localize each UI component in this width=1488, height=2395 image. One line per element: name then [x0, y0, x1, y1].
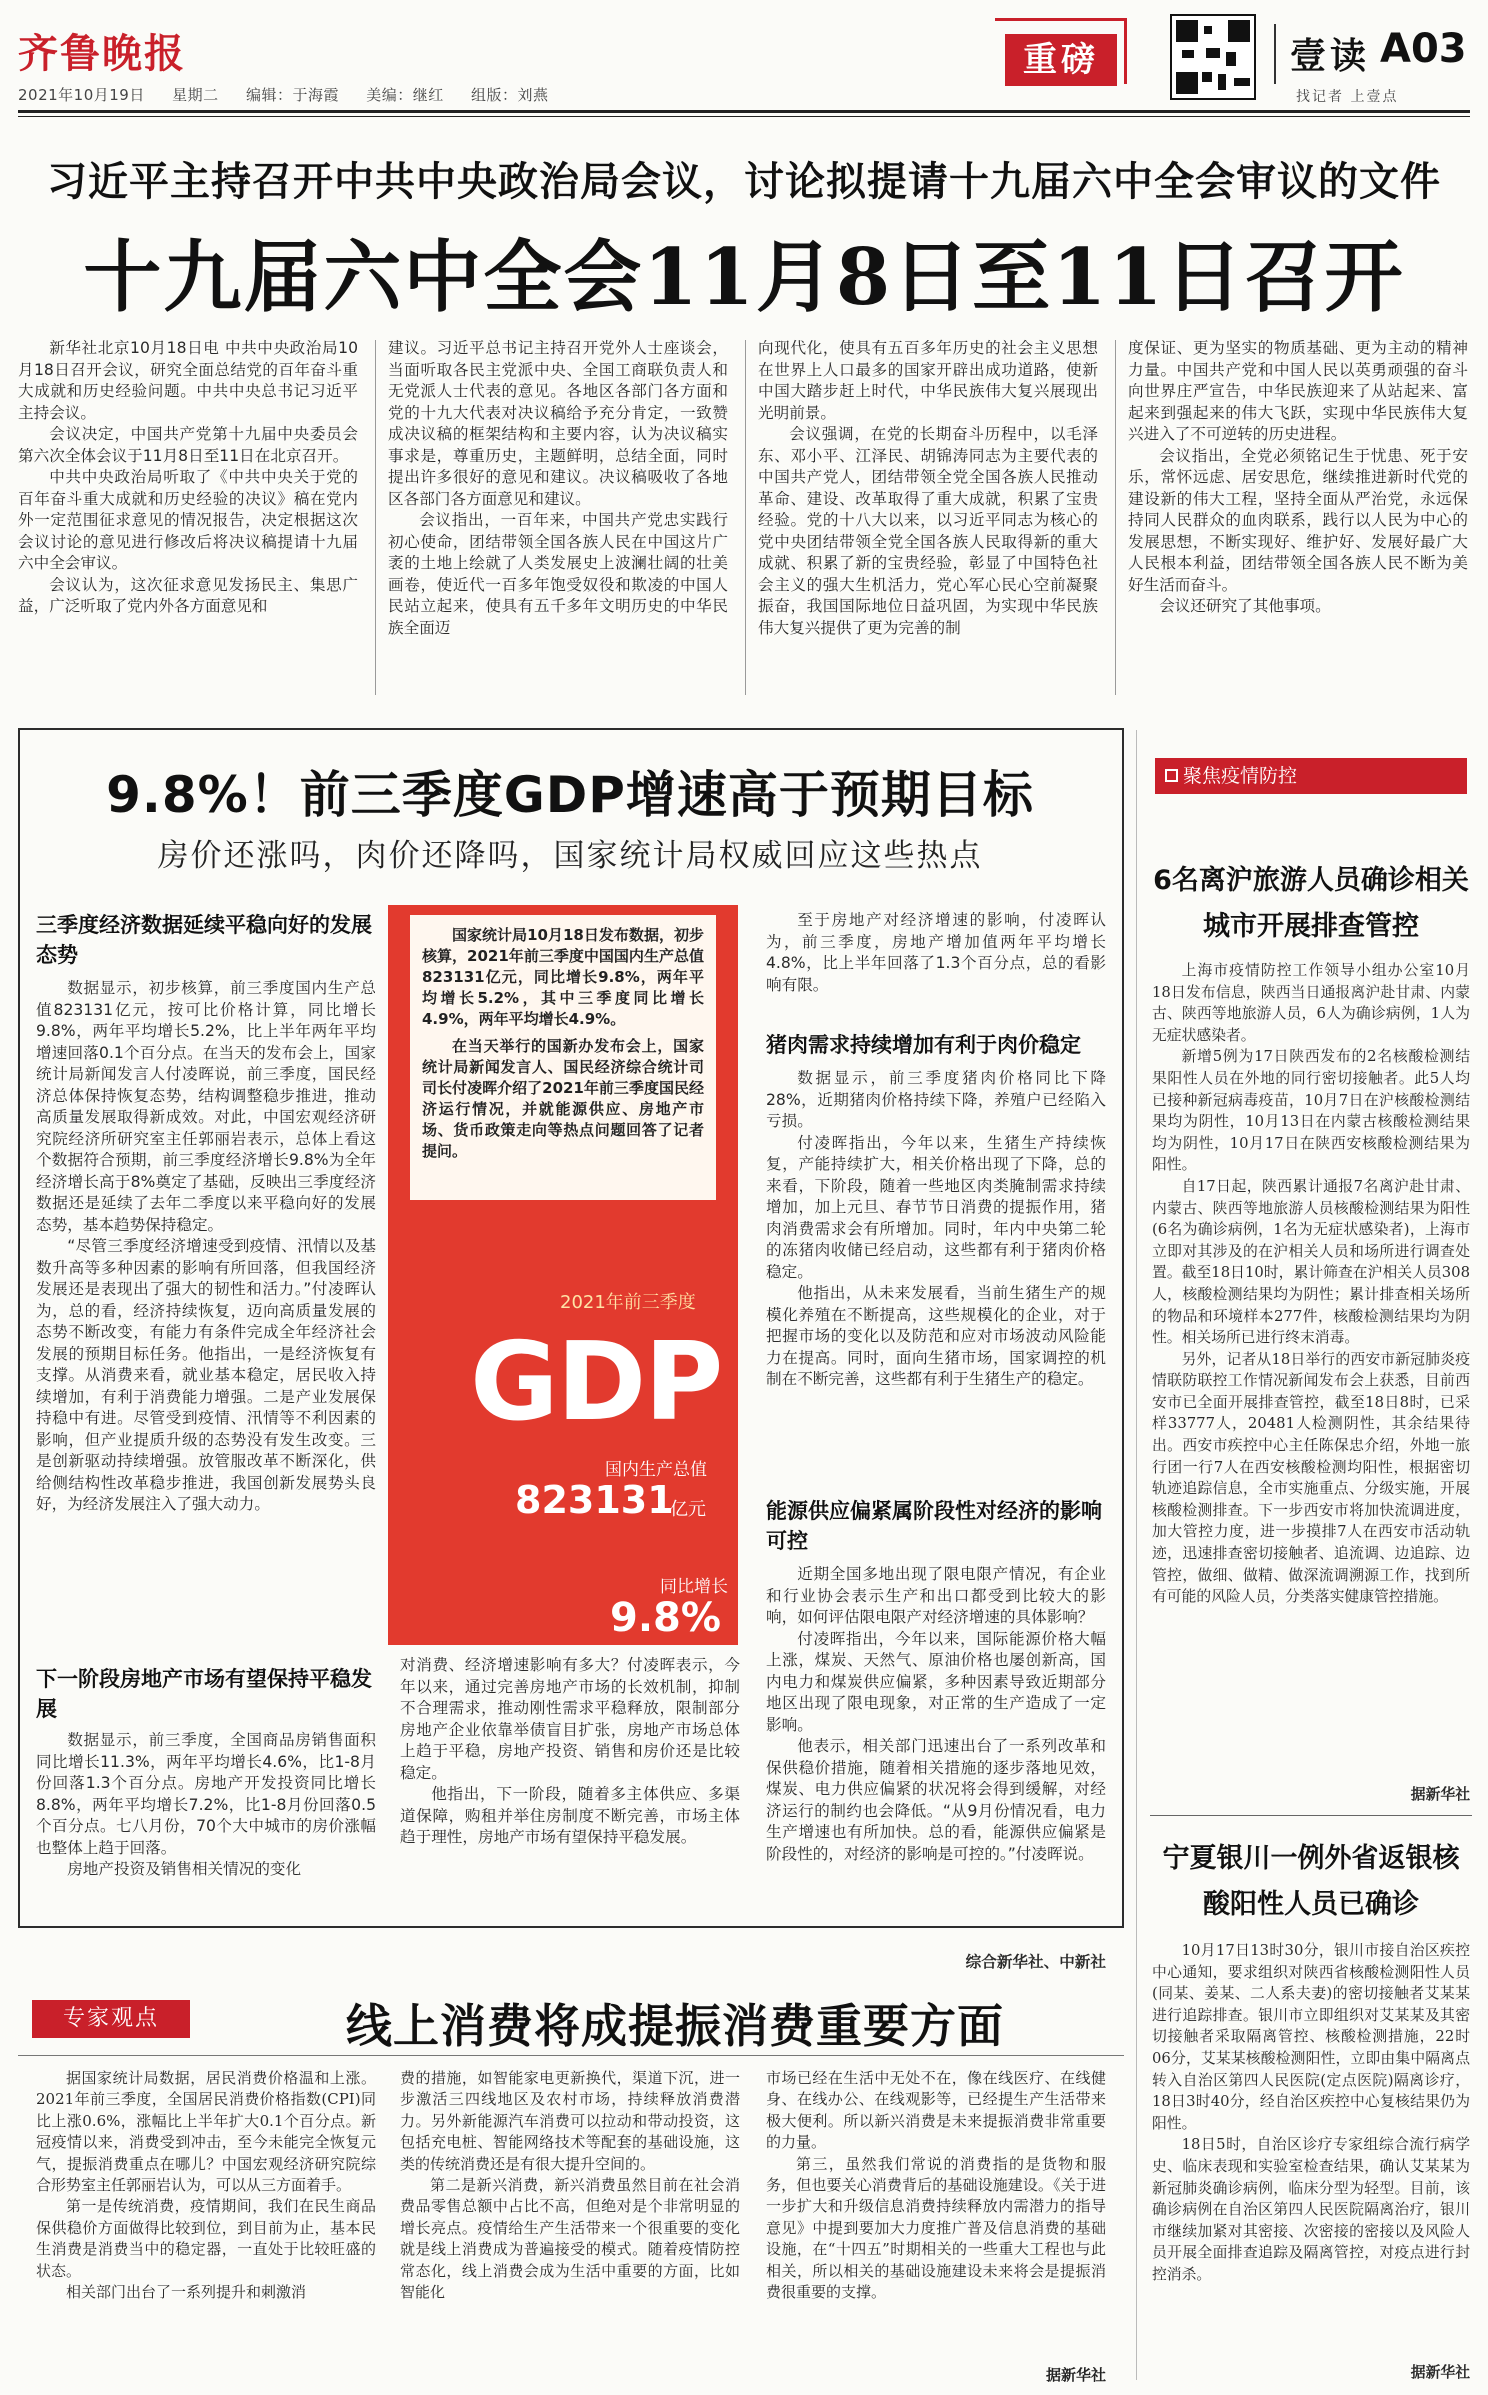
lead-kicker: 习近平主持召开中共中央政治局会议，讨论拟提请十九届六中全会审议的文件 — [47, 159, 1441, 205]
paragraph: 会议强调，在党的长期奋斗历程中，以毛泽东、邓小平、江泽民、胡锦涛同志为主要代表的中国共产党人，团结带领全党全国各族人民推动革命、建设、改革取得了重大成就，积累了宝贵经验。党的十八大以来，以习近平同志为核心的党中央团结带领全党全国各族人民取得新的重大成就、积累了新的宝贵经验，彰显了中国特色社会主义的强大生机活力，党心军心民心空前凝聚振奋，我国国际地位日益巩固，为实现中华民族伟大复兴提供了更为完善的制 — [758, 425, 1098, 637]
paragraph: “尽管三季度经济增速受到疫情、汛情以及基数升高等多种因素的影响有所回落，但我国经济发展还是表现出了强大的韧性和活力。”付凌晖认为，总的看，经济持续恢复，迈向高质量发展的态势不断改变，有能力有条件完成全年经济社会发展的预期目标任务。他指出，一是经济恢复有支撑。从消费来看，就业基本稳定，居民收入持续增加，有利于消费能力增强。二是产业发展保持稳中有进。尽管受到疫情、汛情等不利因素的影响，但产业提质升级的态势没有发生改变。三是创新驱动持续增强。放管服改革不断深化，供给侧结构性改革稳步推进，我国创新发展势头良好，为经济发展注入了强大动力。 — [36, 1237, 376, 1513]
gdp-subheadline: 房价还涨吗，肉价还降吗，国家统计局权威回应这些热点 — [157, 838, 983, 874]
paragraph: 会议认为，这次征求意见发扬民主、集思广益，广泛听取了党内外各方面意见和 — [18, 575, 358, 615]
paragraph: 相关部门出台了一系列提升和刺激消 — [66, 2283, 307, 2302]
paragraph: 18日5时，自治区诊疗专家组综合流行病学史、临床表现和实验室检查结果，确认艾某某为新冠肺炎确诊病例，临床分型为轻型。目前，该确诊病例在自治区第四人民医院隔离治疗，银川市继续加紧对其密接、次密接的密接以及风险人员开展全面排查追踪及隔离管控，对疫点进行封控消杀。 — [1152, 2136, 1470, 2283]
infographic-unit: 亿元 — [670, 1499, 706, 1520]
story-divider — [1150, 1815, 1472, 1816]
expert-column-1 — [36, 2068, 376, 2388]
issue-date: 2021年10月19日 — [18, 86, 145, 104]
section-heading: 猪肉需求持续增加有利于肉价稳定 — [766, 1033, 1081, 1057]
paragraph: 他表示，相关部门迅速出台了一系列改革和保供稳价措施，随着相关措施的逐步落地见效，煤炭、电力供应偏紧的状况将会得到缓解，对经济运行的制约也会降低。“从9月份情况看，电力生产增速也有所加快。总的看，能源供应偏紧是阶段性的，对经济的影响是可控的。”付凌晖说。 — [766, 1737, 1106, 1863]
right-credit-2: 据新华社 — [1410, 2364, 1470, 2381]
right-story-1 — [1152, 960, 1470, 1780]
right-credit-1: 据新华社 — [1410, 1786, 1470, 1803]
section-heading: 三季度经济数据延续平稳向好的发展态势 — [36, 913, 372, 967]
column-divider — [1115, 340, 1116, 695]
reporter-slogan: 找记者 上壹点 — [1296, 89, 1399, 105]
paragraph: 建议。习近平总书记主持召开党外人士座谈会，当面听取各民主党派中央、全国工商联负责人和无党派人士代表的意见。各地区各部门各方面和党的十九大代表对决议稿给予充分肯定，一致赞成决议稿的框架结构和主要内容，认为决议稿实事求是，尊重历史，主题鲜明，总结全面，同时提出许多很好的意见和建议。决议稿吸收了各地区各部门各方面意见和建议。 — [388, 339, 728, 508]
infographic-year: 2021年前三季度 — [560, 1292, 696, 1313]
expert-column-2 — [400, 2068, 740, 2388]
tag-square-icon — [1165, 769, 1178, 782]
section-body — [766, 1068, 1106, 1484]
section-body — [36, 978, 376, 1658]
paragraph: 近期全国多地出现了限电限产情况，有企业和行业协会表示生产和出口都受到比较大的影响，如何评估限电限产对经济增速的具体影响？ — [766, 1565, 1106, 1626]
paragraph: 他指出，下一阶段，随着多主体供应、多渠道保障，购租并举住房制度不断完善，市场主体趋于理性，房地产市场有望保持平稳发展。 — [400, 1785, 740, 1846]
editor-credit: 编辑：于海霞 — [245, 86, 339, 104]
paragraph: 另外，记者从18日举行的西安市新冠肺炎疫情联防联控工作情况新闻发布会上获悉，目前西安市已全面开展排查管控，截至18日8时，已采样33777人，20481人检测阴性，其余结果待出。西安市疾控中心主任陈保忠介绍，外地一旅行团一行7人在西安核酸检测均阳性，根据密切轨迹追踪信息，全市实施重点、分级实施，开展核酸检测排查。下一步西安市将加快流调进度，加大管控力度，进一步摸排7人在西安市活动轨迹，迅速排查密切接触者、追流调、边追踪、边管控，做细、做精、做深流调溯源工作，找到所有可能的风险人员，分类落实健康管控措施。 — [1152, 1350, 1470, 1606]
paragraph: 在当天举行的国新办发布会上，国家统计局新闻发言人、国民经济综合统计司司长付凌晖介绍了2021年前三季度国民经济运行情况，并就能源供应、房地产市场、货币政策走向等热点问题回答了记者提问。 — [422, 1037, 704, 1160]
paragraph: 向现代化，使具有五百多年历史的社会主义思想在世界上人口最多的国家开辟出成功道路，使新中国大踏步赶上时代，中华民族伟大复兴展现出光明前景。 — [758, 339, 1098, 422]
masthead-divider — [1274, 24, 1276, 84]
infographic-growth: 9.8% — [610, 1595, 721, 1641]
art-credit: 美编：继红 — [366, 86, 444, 104]
lead-column-4 — [1128, 338, 1468, 698]
paragraph: 第三，虽然我们常说的消费指的是货物和服务，但也要关心消费背后的基础设施建设。《关于进一步扩大和升级信息消费持续释放内需潜力的指导意见》中提到要加大力度推广普及信息消费的基础设施，在“十四五”时期相关的一些重大工程也与此相关，所以相关的基础设施建设未来将会是提振消费很重要的支撑。 — [766, 2154, 1106, 2302]
expert-rule — [18, 2055, 1124, 2056]
gdp-middle-continued — [400, 1655, 740, 1920]
paragraph: 国家统计局10月18日发布数据，初步核算，2021年前三季度中国国内生产总值823131亿元，同比增长9.8%，两年平均增长5.2%，其中三季度同比增长4.9%，两年平均增长4.9%。 — [422, 926, 704, 1028]
paragraph: 至于房地产对经济增速的影响，付凌晖认为，前三季度，房地产增加值两年平均增长4.8%，比上半年回落了1.3个百分点，总的看影响有限。 — [766, 911, 1106, 994]
paragraph: 第一是传统消费，疫情期间，我们在民生商品保供稳价方面做得比较到位，到目前为止，基本民生消费是消费当中的稳定器，一直处于比较旺盛的状态。 — [36, 2197, 376, 2280]
right-headline-1: 6名离沪旅游人员确诊相关城市开展排查管控 — [1153, 865, 1469, 942]
gdp-headline: 9.8%！前三季度GDP增速高于预期目标 — [106, 766, 1034, 824]
paragraph: 会议还研究了其他事项。 — [1159, 597, 1331, 615]
paragraph: 会议决定，中国共产党第十九届中央委员会第六次全体会议于11月8日至11日在北京召开。 — [18, 425, 358, 465]
right-headline-2: 宁夏银川一例外省返银核酸阳性人员已确诊 — [1162, 1843, 1460, 1920]
paragraph: 新华社北京10月18日电 中共中央政治局10月18日召开会议，研究全面总结党的百年奋斗重大成就和历史经验问题。中共中央总书记习近平主持会议。 — [18, 339, 358, 422]
expert-credit: 据新华社 — [1045, 2366, 1106, 2384]
paragraph: 会议指出，全党必须铭记生于忧患、死于安乐，常怀远虑、居安思危，继续推进新时代党的建设新的伟大工程，坚持全面从严治党，永远保持同人民群众的血肉联系，践行以人民为中心的发展思想，不断实现好、维护好、发展好最广大人民根本利益，团结带领全国各族人民不断为美好生活而奋斗。 — [1128, 446, 1468, 594]
paragraph: 数据显示，初步核算，前三季度国内生产总值823131亿元，按可比价格计算，同比增长9.8%，两年平均增长5.2%，比上半年两年平均增速回落0.1个百分点。在当天的发布会上，国家统计局新闻发言人付凌晖说，前三季度，国民经济总体保持恢复态势，结构调整稳步推进，推动高质量发展取得新成效。对此，中国宏观经济研究院经济所研究室主任郭丽岩表示，总体上看这个数据符合预期，前三季度经济增长9.8%为全年经济增长高于8%奠定了基础，反映出三季度经济数据还是延续了去年二季度以来平稳向好的发展态势，基本趋势保持稳定。 — [36, 979, 376, 1234]
infographic-label: 国内生产总值 — [605, 1460, 707, 1480]
infographic-label: 同比增长 — [660, 1577, 728, 1597]
newspaper-logo: 齐鲁晚报 — [18, 30, 186, 77]
paragraph: 自17日起，陕西累计通报7名离沪赴甘肃、内蒙古、陕西等地旅游人员核酸检测结果为阳性(6名为确诊病例，1名为无症状感染者)，上海市立即对其涉及的在沪相关人员和场所进行调查处置。截至18日10时，累计筛查在沪相关人员308人，核酸检测结果均为阴性；累计排查相关场所的物品和环境样本277件，核酸检测结果均为阴性。相关场所已进行终末消毒。 — [1152, 1177, 1470, 1347]
gdp-left-column — [36, 910, 376, 1926]
paragraph: 会议指出，一百年来，中国共产党忠实践行初心使命，团结带领全国各族人民在中国这片广袤的土地上绘就了人类发展史上波澜壮阔的壮美画卷，使近代一百多年饱受奴役和欺凌的中国人民站立起来，使具有五千多年文明历史的中华民族全面迈 — [388, 511, 728, 637]
paragraph: 度保证、更为坚实的物质基础、更为主动的精神力量。中国共产党和中国人民以英勇顽强的奋斗向世界庄严宣告，中华民族迎来了从站起来、富起来到强起来的伟大飞跃，实现中华民族伟大复兴进入了不可逆转的历史进程。 — [1128, 339, 1468, 443]
topic-tag — [1155, 758, 1467, 794]
infographic-value: 823131 — [515, 1478, 674, 1522]
paragraph: 10月17日13时30分，银川市接自治区疾控中心通知，要求组织对陕西省核酸检测阳性人员(同某、姜某、二人系夫妻)的密切接触者艾某某进行追踪排查。银川市立即组织对艾某某及其密切接触者采取隔离管控、核酸检测措施，22时06分，艾某某核酸检测阳性，立即由集中隔离点转入自治区第四人民医院(定点医院)隔离诊疗，18日3时40分，经自治区疾控中心复核结果仍为阳性。 — [1152, 1942, 1470, 2132]
paragraph: 数据显示，前三季度猪肉价格同比下降28%，近期猪肉价格持续下降，养殖户已经陷入亏损。 — [766, 1069, 1106, 1130]
section-heading: 下一阶段房地产市场有望保持平稳发展 — [36, 1667, 372, 1721]
issue-meta — [18, 84, 571, 105]
paragraph: 房地产投资及销售相关情况的变化 — [67, 1860, 302, 1878]
page-column-divider — [1136, 730, 1137, 2380]
paragraph: 对消费、经济增速影响有多大？付凌晖表示，今年以来，通过完善房地产市场的长效机制，抑制不合理需求，推动刚性需求平稳释放，限制部分房地产企业依靠举债盲目扩张，房地产市场总体上趋于平稳，房地产投资、销售和房价还是比较稳定。 — [400, 1656, 740, 1782]
lead-headline: 十九届六中全会11月8日至11日召开 — [83, 232, 1405, 323]
section-body — [766, 910, 1106, 1018]
paragraph: 数据显示，前三季度，全国商品房销售面积同比增长11.3%，两年平均增长4.6%，比1-8月份回落1.3个百分点。房地产开发投资同比增长8.8%，两年平均增长7.2%，比1-8月份回落0.5个百分点。七八月份，70个大中城市的房价涨幅也整体上趋于回落。 — [36, 1731, 376, 1857]
qr-code-icon[interactable] — [1170, 14, 1256, 100]
issue-weekday: 星期二 — [172, 86, 219, 104]
paragraph: 上海市疫情防控工作领导小组办公室10月18日发布信息，陕西当日通报离沪赴甘肃、内蒙古、陕西等地旅游人员，6人为确诊病例，1人为无症状感染者。 — [1152, 962, 1470, 1044]
gdp-right-column — [766, 910, 1106, 1974]
top-rule — [18, 110, 1470, 113]
paragraph: 付凌晖指出，今年以来，国际能源价格大幅上涨，煤炭、天然气、原油价格也屡创新高，国内电力和煤炭供应偏紧，多种因素导致近期部分地区出现了限电现象，对正常的生产造成了一定影响。 — [766, 1629, 1106, 1734]
right-story-2 — [1152, 1940, 1470, 2360]
column-divider — [375, 340, 376, 695]
expert-tag: 专家观点 — [32, 2000, 190, 2038]
top-rule-thin — [18, 116, 1470, 117]
lead-column-3 — [758, 338, 1098, 698]
paragraph: 付凌晖指出，今年以来，生猪生产持续恢复，产能持续扩大，相关价格出现了下降，总的来看，下阶段，随着一些地区肉类腌制需求持续增加，加上元旦、春节节日消费的提振作用，猪肉消费需求会有所增加。同时，年内中央第二轮的冻猪肉收储已经启动，这些都有利于猪肉价格稳定。 — [766, 1133, 1106, 1281]
section-body — [766, 1564, 1106, 1950]
infographic-gdp-text: GDP — [470, 1320, 722, 1445]
paragraph: 据国家统计局数据，居民消费价格温和上涨。2021年前三季度，全国居民消费价格指数(CPI)同比上涨0.6%，涨幅比上半年扩大0.1个百分点。新冠疫情以来，消费受到冲击，至今未能完全恢复元气，提振消费重点在哪儿？中国宏观经济研究院综合形势室主任郭丽岩认为，可以从三方面着手。 — [36, 2069, 376, 2195]
page-name: 壹读 — [1290, 36, 1371, 77]
paragraph: 市场已经在生活中无处不在，像在线医疗、在线健身、在线办公、在线观影等，已经提生产生活带来极大便利。所以新兴消费是未来提振消费非常重要的力量。 — [766, 2069, 1106, 2152]
paragraph: 他指出，从未来发展看，当前生猪生产的规模化养殖在不断提高，这些规模化的企业，对于把握市场的变化以及防范和应对市场波动风险能力在提高。同时，面向生猪市场，国家调控的机制在不断完善，这些都有利于生猪生产的稳定。 — [766, 1284, 1106, 1388]
topic-tag-label: 聚焦疫情防控 — [1183, 765, 1298, 787]
infographic-summary — [410, 915, 716, 1200]
paragraph: 费的措施，如智能家电更新换代，渠道下沉，进一步激活三四线地区及农村市场，持续释放消费潜力。另外新能源汽车消费可以拉动和带动投资，这包括充电桩、智能网络技术等配套的基础设施，这类的传统消费还是有很大提升空间的。 — [400, 2069, 740, 2173]
lead-column-1 — [18, 338, 358, 698]
section-heading: 能源供应偏紧属阶段性对经济的影响可控 — [766, 1499, 1102, 1553]
lead-column-2 — [388, 338, 728, 698]
layout-credit: 组版：刘燕 — [471, 86, 549, 104]
paragraph: 第二是新兴消费，新兴消费虽然目前在社会消费品零售总额中占比不高，但绝对是个非常明显的增长亮点。疫情给生产生活带来一个很重要的变化就是线上消费成为普遍接受的模式。随着疫情防控常态化，线上消费会成为生活中重要的方面，比如智能化 — [400, 2176, 740, 2302]
expert-column-3 — [766, 2068, 1106, 2364]
paragraph: 新增5例为17日陕西发布的2名核酸检测结果阳性人员在外地的同行密切接触者。此5人均已接种新冠病毒疫苗，10月7日在沪核酸检测结果均为阴性，10月13日在内蒙古核酸检测结果均为阴性，10月17日在陕西安核酸检测结果为阳性。 — [1152, 1048, 1470, 1174]
page-number: A03 — [1380, 26, 1467, 72]
paragraph: 中共中央政治局听取了《中共中央关于党的百年奋斗重大成就和历史经验的决议》稿在党内外一定范围征求意见的情况报告，决定根据这次会议讨论的意见进行修改后将决议稿提请十九届六中全会审议。 — [18, 468, 358, 572]
section-body — [36, 1730, 376, 1926]
expert-headline: 线上消费将成提振消费重要方面 — [346, 1999, 1004, 2053]
column-divider — [745, 340, 746, 695]
gdp-credit: 综合新华社、中新社 — [965, 1953, 1106, 1971]
section-label: 重磅 — [1005, 34, 1117, 86]
